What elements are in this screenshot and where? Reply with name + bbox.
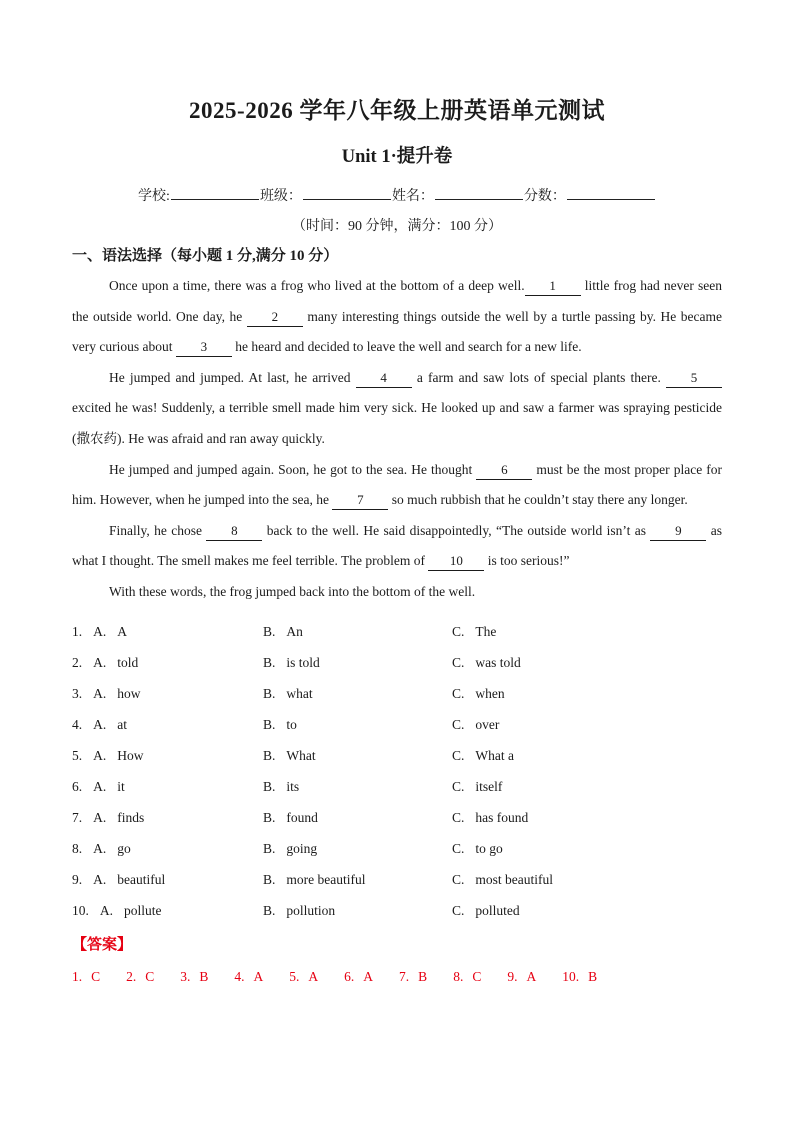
answer-choice: B — [418, 968, 428, 984]
info-field-label-4: 分数： — [523, 189, 566, 204]
question-number: 4. — [72, 716, 83, 732]
option-letter: C. — [452, 871, 465, 887]
option-letter: A. — [99, 902, 113, 918]
option-text: found — [286, 809, 318, 825]
passage-paragraph-2: He jumped and jumped. At last, he arrived 4 a farm and saw lots of special plants there. 5 excited he was! Suddenly, a terrible smell made him very sick. He looked up and saw a farmer was spraying pesticide (撒农药). He was afraid and ran away quickly. — [72, 369, 722, 446]
option-text: it — [117, 778, 125, 794]
option-letter: B. — [263, 840, 276, 856]
option-text: pollution — [286, 902, 336, 918]
option-letter: B. — [263, 654, 276, 670]
passage-paragraph-3: He jumped and jumped again. Soon, he got to the sea. He thought 6 must be the most proper place for him. However, when he jumped into the sea, he 7 so much rubbish that he couldn’t stay there any longer. — [72, 455, 722, 516]
question-number: 9. — [72, 871, 83, 887]
info-field-label-1: 学校: — [138, 189, 170, 204]
cloze-blank-8: 8 — [206, 523, 262, 541]
question-row-6 — [72, 771, 722, 802]
option-letter: C. — [452, 685, 465, 701]
cloze-blank-9: 9 — [650, 523, 706, 541]
option-letter: C. — [452, 902, 465, 918]
option-text: when — [475, 685, 505, 701]
cloze-blank-7: 7 — [332, 492, 388, 510]
question-1-option-C — [452, 616, 722, 647]
question-7-option-A — [72, 802, 263, 833]
question-8-option-C — [452, 833, 722, 864]
question-6-option-C — [452, 771, 722, 802]
info-field-blank-3 — [435, 184, 523, 200]
question-row-2 — [72, 647, 722, 678]
question-number: 2. — [72, 654, 83, 670]
option-letter: C. — [452, 778, 465, 794]
question-5-option-C — [452, 740, 722, 771]
option-letter: A. — [93, 685, 107, 701]
option-letter: B. — [263, 778, 276, 794]
answer-item-2 — [126, 961, 154, 992]
passage-paragraph-1: Once upon a time, there was a frog who lived at the bottom of a deep well. 1 little frog had never seen the outside world. One day, he 2 many interesting things outside the well by a turtle passing by. He became very curious about 3 he heard and decided to leave the well and search for a new life. — [72, 271, 722, 363]
option-text: How — [117, 747, 144, 763]
question-1-option-A — [72, 616, 263, 647]
question-6-option-B — [263, 771, 452, 802]
question-6-option-A — [72, 771, 263, 802]
question-number: 3. — [72, 685, 83, 701]
passage-paragraph-4: Finally, he chose 8 back to the well. He said disappointedly, “The outside world isn’t as 9 as what I thought. The smell makes me feel terrible. The problem of 10 is too serious!” — [72, 516, 722, 577]
question-10-option-A — [72, 895, 263, 926]
cloze-blank-4: 4 — [356, 370, 412, 388]
answer-choice: C — [472, 968, 482, 984]
cloze-blank-6: 6 — [476, 462, 532, 480]
option-text: go — [117, 840, 131, 856]
question-row-10 — [72, 895, 722, 926]
question-9-option-A — [72, 864, 263, 895]
info-field-label-3: 姓名： — [391, 189, 434, 204]
question-3-option-C — [452, 678, 722, 709]
answer-choice: A — [308, 968, 319, 984]
answer-item-1 — [72, 961, 100, 992]
question-5-option-A — [72, 740, 263, 771]
question-4-option-C — [452, 709, 722, 740]
question-2-option-C — [452, 647, 722, 678]
question-row-5 — [72, 740, 722, 771]
page-title: 2025-2026 学年八年级上册英语单元测试 — [189, 98, 605, 123]
option-letter: C. — [452, 809, 465, 825]
option-letter: C. — [452, 840, 465, 856]
option-text: to go — [475, 840, 503, 856]
answer-number: 6. — [344, 968, 355, 984]
passage-paragraph-5: With these words, the frog jumped back into the bottom of the well. — [109, 583, 476, 599]
question-2-option-A — [72, 647, 263, 678]
option-letter: B. — [263, 685, 276, 701]
answer-item-3 — [180, 961, 208, 992]
option-text: its — [286, 778, 300, 794]
cloze-blank-3: 3 — [176, 339, 232, 357]
answer-number: 4. — [234, 968, 245, 984]
cloze-blank-10: 10 — [428, 553, 484, 571]
option-letter: A. — [93, 654, 107, 670]
option-text: What — [286, 747, 316, 763]
question-row-4 — [72, 709, 722, 740]
question-10-option-C — [452, 895, 722, 926]
option-letter: B. — [263, 623, 276, 639]
section-heading: 一、语法选择（每小题 1 分,满分 10 分） — [72, 248, 339, 264]
answer-item-10 — [562, 961, 597, 992]
answer-number: 2. — [126, 968, 137, 984]
answer-item-4 — [234, 961, 263, 992]
question-4-option-B — [263, 709, 452, 740]
option-letter: A. — [93, 871, 107, 887]
option-letter: C. — [452, 654, 465, 670]
option-text: itself — [475, 778, 503, 794]
option-letter: A. — [93, 747, 107, 763]
answer-item-9 — [507, 961, 536, 992]
info-field-blank-2 — [303, 184, 391, 200]
answer-choice: C — [145, 968, 155, 984]
question-1-option-B — [263, 616, 452, 647]
option-text: pollute — [124, 902, 162, 918]
option-text: going — [286, 840, 318, 856]
answer-choice: A — [363, 968, 374, 984]
option-text: at — [117, 716, 127, 732]
answers-heading: 【答案】 — [72, 936, 133, 953]
answer-choice: A — [526, 968, 537, 984]
option-letter: B. — [263, 747, 276, 763]
option-text: beautiful — [117, 871, 166, 887]
question-8-option-A — [72, 833, 263, 864]
question-8-option-B — [263, 833, 452, 864]
question-number: 7. — [72, 809, 83, 825]
answer-choice: C — [91, 968, 101, 984]
question-row-7 — [72, 802, 722, 833]
question-7-option-C — [452, 802, 722, 833]
question-row-1 — [72, 616, 722, 647]
answer-choice: B — [199, 968, 209, 984]
option-letter: B. — [263, 716, 276, 732]
option-text: polluted — [475, 902, 520, 918]
option-letter: C. — [452, 623, 465, 639]
question-number: 10. — [72, 902, 89, 918]
option-letter: B. — [263, 871, 276, 887]
answer-number: 8. — [453, 968, 464, 984]
cloze-blank-2: 2 — [247, 309, 303, 327]
answer-number: 1. — [72, 968, 83, 984]
unit-subtitle: Unit 1·提升卷 — [341, 147, 453, 167]
question-7-option-B — [263, 802, 452, 833]
option-letter: B. — [263, 809, 276, 825]
answer-item-6 — [344, 961, 373, 992]
option-letter: A. — [93, 778, 107, 794]
student-info-line — [72, 184, 722, 209]
option-letter: A. — [93, 840, 107, 856]
option-text: is told — [286, 654, 320, 670]
option-text: most beautiful — [475, 871, 554, 887]
answer-item-7 — [399, 961, 427, 992]
cloze-passage — [72, 271, 722, 608]
question-number: 5. — [72, 747, 83, 763]
answer-number: 7. — [399, 968, 410, 984]
option-text: What a — [475, 747, 514, 763]
option-text: was told — [475, 654, 521, 670]
question-row-3 — [72, 678, 722, 709]
answers-row — [72, 961, 722, 992]
option-text: has found — [475, 809, 529, 825]
option-text: over — [475, 716, 500, 732]
option-letter: A. — [93, 716, 107, 732]
answer-number: 3. — [180, 968, 191, 984]
info-field-blank-1 — [171, 184, 259, 200]
answer-choice: B — [588, 968, 598, 984]
option-text: The — [475, 623, 497, 639]
question-3-option-B — [263, 678, 452, 709]
question-4-option-A — [72, 709, 263, 740]
option-text: to — [286, 716, 297, 732]
question-row-9 — [72, 864, 722, 895]
info-field-blank-4 — [567, 184, 655, 200]
question-number: 8. — [72, 840, 83, 856]
option-text: A — [117, 623, 127, 639]
answer-number: 10. — [562, 968, 580, 984]
answer-number: 9. — [507, 968, 518, 984]
question-number: 6. — [72, 778, 83, 794]
answer-number: 5. — [289, 968, 300, 984]
question-2-option-B — [263, 647, 452, 678]
option-text: how — [117, 685, 141, 701]
question-number: 1. — [72, 623, 83, 639]
option-letter: A. — [93, 809, 107, 825]
cloze-blank-1: 1 — [525, 278, 581, 296]
option-letter: B. — [263, 902, 276, 918]
question-5-option-B — [263, 740, 452, 771]
answer-item-8 — [453, 961, 481, 992]
answer-choice: A — [253, 968, 264, 984]
option-text: An — [286, 623, 303, 639]
question-list — [72, 616, 722, 926]
option-letter: C. — [452, 747, 465, 763]
option-letter: C. — [452, 716, 465, 732]
option-text: what — [286, 685, 313, 701]
cloze-blank-5: 5 — [666, 370, 722, 388]
time-score-line: （时间：90 分钟，满分：100 分） — [292, 219, 502, 234]
option-text: finds — [117, 809, 145, 825]
question-9-option-B — [263, 864, 452, 895]
question-9-option-C — [452, 864, 722, 895]
option-letter: A. — [93, 623, 107, 639]
option-text: told — [117, 654, 139, 670]
option-text: more beautiful — [286, 871, 366, 887]
question-10-option-B — [263, 895, 452, 926]
info-field-label-2: 班级： — [259, 189, 302, 204]
question-row-8 — [72, 833, 722, 864]
question-3-option-A — [72, 678, 263, 709]
answer-item-5 — [289, 961, 318, 992]
